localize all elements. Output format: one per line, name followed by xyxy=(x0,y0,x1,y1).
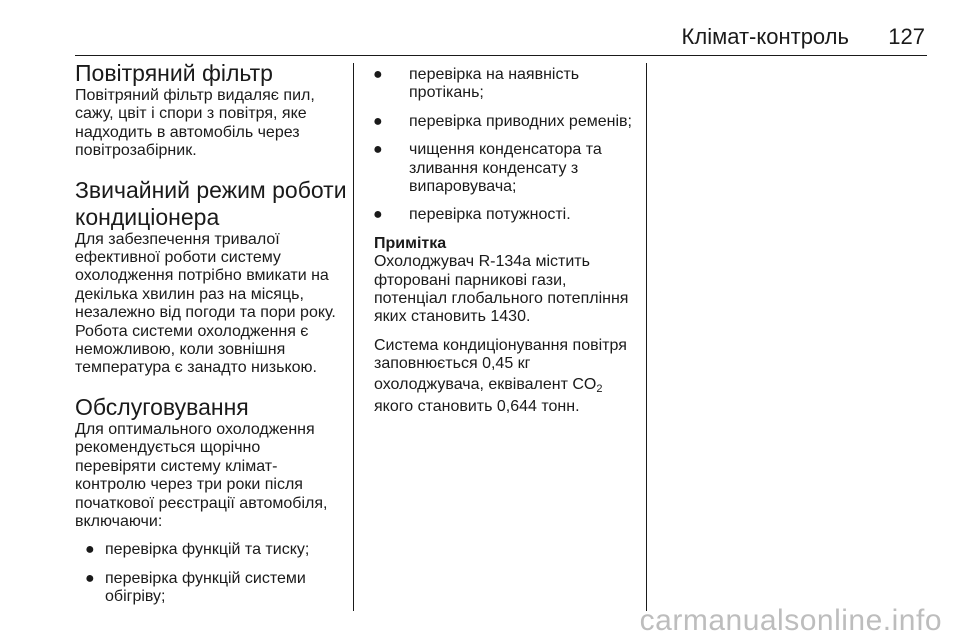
text-line: незалежно від погоди та пори року. xyxy=(75,304,336,322)
text-line: неможливою, коли зовнішня xyxy=(75,341,286,359)
service-text xyxy=(75,421,347,531)
text-line: Охолоджувач R-134a містить xyxy=(374,253,590,271)
list-item-line: протікань; xyxy=(409,84,484,102)
text-line: декілька хвилин раз на місяць, xyxy=(75,285,304,303)
text-line: перевіряти систему клімат- xyxy=(75,457,278,475)
text-line: потенціал глобального потепління xyxy=(374,290,629,308)
list-item-line: зливання конденсату з xyxy=(409,159,579,177)
bullet-icon: ● xyxy=(85,541,95,559)
page-number: 127 xyxy=(888,24,925,49)
text-line: заповнюється 0,45 кг xyxy=(374,355,531,373)
bullet-icon: ● xyxy=(373,112,383,130)
text-line: Система кондиціонування повітря xyxy=(374,336,627,354)
heading-line: кондиціонера xyxy=(75,203,220,230)
list-item xyxy=(373,66,639,103)
text-line: повітрозабірник. xyxy=(75,142,197,160)
text-line: якого становить 0,644 тонн. xyxy=(374,398,580,416)
list-item-line: випаровувача; xyxy=(409,178,517,196)
list-item-line: перевірка потужності. xyxy=(409,206,571,224)
text-line: включаючи: xyxy=(75,512,163,530)
list-item xyxy=(75,541,347,559)
text-line: температура є занадто низькою. xyxy=(75,359,317,377)
section-heading-service: Обслуговування xyxy=(75,393,249,420)
list-item xyxy=(373,206,639,224)
text-line: Для оптимального охолодження xyxy=(75,420,315,438)
text-line: ефективної роботи систему xyxy=(75,249,281,267)
note-heading: Примітка xyxy=(374,234,447,252)
list-item-line: перевірка функцій та тиску; xyxy=(105,541,310,559)
normal-mode-text xyxy=(75,231,347,378)
middle-column xyxy=(373,60,639,417)
heading-line: Звичайний режим роботи xyxy=(75,176,347,203)
text-line: надходить в автомобіль через xyxy=(75,123,300,141)
column-divider-1 xyxy=(353,63,354,611)
list-item-line: перевірка приводних ременів; xyxy=(409,112,632,130)
co2-prefix: охолоджувача, еквівалент CO xyxy=(374,375,597,393)
list-item-line: чищення конденсатора та xyxy=(409,141,602,159)
text-line: сажу, цвіт і спори з повітря, яке xyxy=(75,105,307,123)
list-item-line: перевірка на наявність xyxy=(409,66,580,83)
page-header-title: Клімат-контроль xyxy=(681,24,849,49)
list-item-line: перевірка функцій системи xyxy=(105,569,306,587)
bullet-icon: ● xyxy=(373,141,383,159)
co2-subscript: 2 xyxy=(596,382,603,395)
list-item xyxy=(75,570,347,607)
text-line: Для забезпечення тривалої xyxy=(75,230,280,248)
text-line xyxy=(374,376,639,394)
text-line: контролю через три роки після xyxy=(75,476,303,494)
left-column xyxy=(75,60,347,617)
text-line: яких становить 1430. xyxy=(374,308,531,326)
list-item xyxy=(373,141,639,196)
text-line: охолодження потрібно вмикати на xyxy=(75,267,329,285)
watermark: carmanualsonline.info xyxy=(639,604,942,637)
text-line: початкової реєстрації автомобіля, xyxy=(75,494,328,512)
service-bullet-list xyxy=(75,541,347,606)
text-line: Робота системи охолодження є xyxy=(75,322,309,340)
list-item xyxy=(373,112,639,131)
list-item-line: обігріву; xyxy=(105,588,166,606)
bullet-icon: ● xyxy=(373,206,383,224)
header-divider xyxy=(75,55,927,56)
text-line: Повітряний фільтр видаляє пил, xyxy=(75,87,315,104)
page-header xyxy=(75,22,925,52)
section-heading-normal-mode xyxy=(75,177,347,231)
bullet-icon: ● xyxy=(373,66,383,83)
text-line: рекомендується щорічно xyxy=(75,439,261,457)
column-divider-2 xyxy=(646,63,647,611)
bullet-icon: ● xyxy=(85,569,95,587)
air-filter-text xyxy=(75,87,347,161)
text-line: фторовані парникові гази, xyxy=(374,271,567,289)
note-block xyxy=(374,235,639,417)
service-bullet-list-continued xyxy=(373,66,639,225)
section-heading-air-filter: Повітряний фільтр xyxy=(75,60,273,86)
